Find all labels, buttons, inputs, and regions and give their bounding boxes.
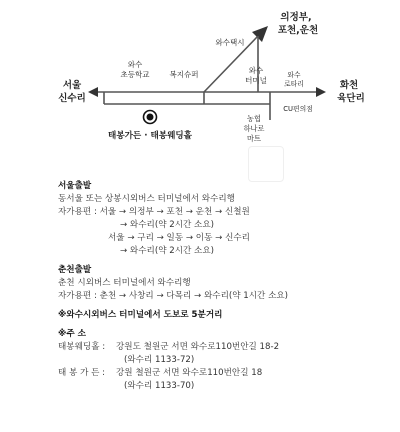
label-uijeongbu: 의정부, (280, 12, 312, 23)
label-nh-3: 마트 (247, 134, 261, 143)
address-wedding-hall-key: 태봉웨딩홀 : (58, 342, 106, 352)
location-map (0, 0, 400, 170)
walk-note: ※와수시외버스 터미널에서 도보로 5분거리 (58, 310, 223, 320)
label-wasu-elem-1: 와수 (127, 60, 143, 69)
address-garden-value: 강원 철원군 서면 와수로110번안길 18 (116, 368, 263, 378)
label-sinsuri: 신수리 (58, 93, 86, 104)
venue-marker-inner (147, 114, 154, 121)
chuncheon-car: 자가용편 : 춘천 → 사창리 → 다목리 → 와수리(약 1시간 소요) (58, 291, 289, 301)
seoul-car-route2: 서울 → 구리 → 일동 → 이동 → 신수리 (108, 233, 250, 243)
address-garden (58, 367, 394, 380)
label-pocheon: 포천,운천 (277, 25, 319, 36)
east-arrow (316, 87, 326, 97)
label-venue: 태봉가든 · 태봉웨딩홀 (108, 131, 192, 141)
label-wasu-rotary-2: 로타리 (284, 80, 304, 88)
chuncheon-bus: 춘천 시외버스 터미널에서 와수리행 (58, 278, 191, 288)
west-arrow (88, 87, 98, 97)
seoul-bus: 동서울 또는 상봉시외버스 터미널에서 와수리행 (58, 194, 235, 204)
label-wasu-term-1: 와수 (248, 66, 264, 75)
seoul-car-route1b: → 와수리(약 2시간 소요) (120, 220, 214, 230)
label-nh-2: 하나로 (243, 124, 265, 133)
directions-block (58, 180, 394, 393)
address-wedding-hall-value: 강원도 철원군 서면 와수로110번안길 18-2 (116, 342, 280, 352)
label-nh-1: 농협 (247, 114, 261, 123)
seoul-car-route1: 서울 → 의정부 → 포천 → 운천 → 신철원 (99, 207, 250, 217)
label-wasu-rotary-1: 와수 (287, 71, 301, 79)
seoul-car-line (58, 206, 394, 219)
label-bokji: 복지슈퍼 (169, 70, 199, 79)
address-garden-sub: (와수리 1133-70) (124, 381, 195, 391)
label-yukdanri: 육단리 (337, 93, 365, 104)
label-cu: CU편의점 (283, 105, 313, 113)
label-hwacheon: 화천 (339, 80, 359, 91)
seoul-car-route2b: → 와수리(약 2시간 소요) (120, 246, 214, 256)
address-garden-key: 태 봉 가 든 : (58, 368, 106, 378)
label-seoul: 서울 (62, 80, 82, 91)
watermark-stamp (248, 146, 284, 182)
label-wasu-elem-2: 초등학교 (120, 70, 150, 79)
address-wedding-hall-sub: (와수리 1133-72) (124, 355, 195, 365)
address-wedding-hall (58, 341, 394, 354)
seoul-title: 서울출발 (58, 181, 92, 191)
chuncheon-title: 춘천출발 (58, 265, 92, 275)
seoul-car-label: 자가용편 : (58, 207, 100, 217)
label-wasu-taxi: 와수택시 (215, 38, 245, 47)
address-title: ※주 소 (58, 329, 86, 339)
label-wasu-term-2: 터미널 (245, 76, 267, 85)
